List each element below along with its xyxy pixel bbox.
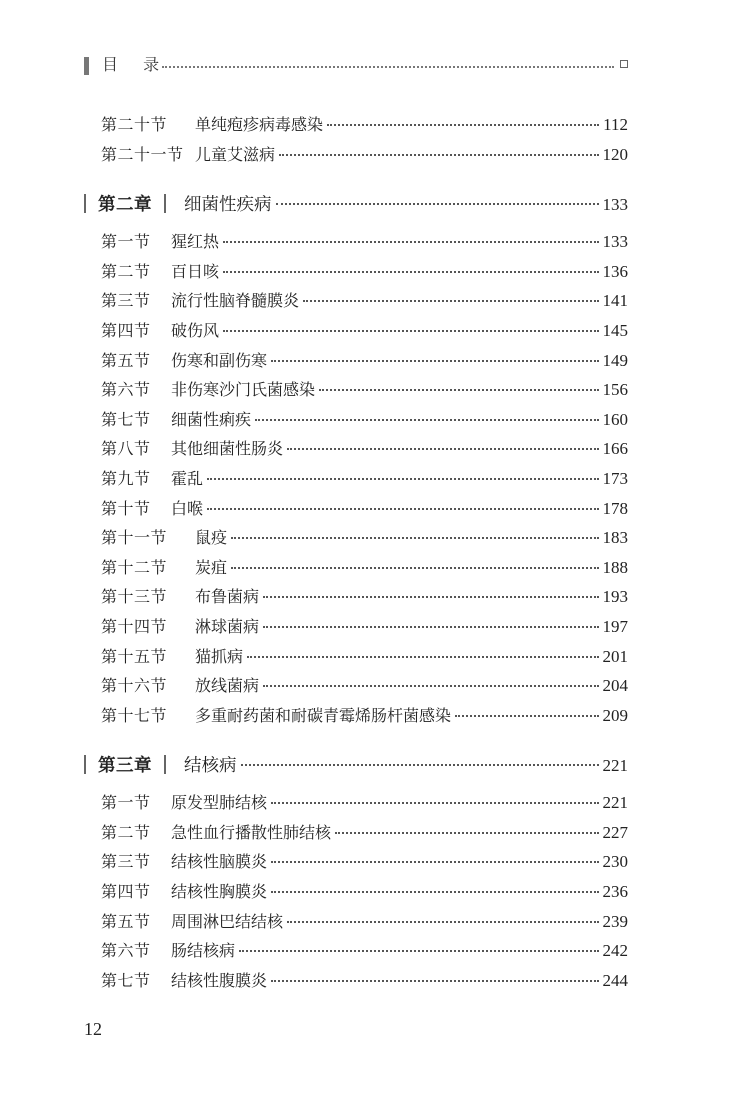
page-ref: 145 <box>602 320 628 340</box>
toc-entry[interactable] <box>84 877 628 907</box>
page-ref: 221 <box>602 793 628 813</box>
dot-leader <box>279 154 598 156</box>
section-number: 第一节 <box>101 232 151 252</box>
header-square-ornament <box>620 60 628 68</box>
chapter-spacer <box>84 169 628 183</box>
toc-entry[interactable] <box>84 642 628 672</box>
dot-leader <box>287 448 598 450</box>
section-number: 第六节 <box>101 941 151 961</box>
page-ref: 188 <box>602 557 628 577</box>
section-number: 第十四节 <box>101 616 168 636</box>
section-number: 第五节 <box>101 350 151 370</box>
toc-entry[interactable] <box>84 434 628 464</box>
page-ref: 227 <box>602 822 628 842</box>
section-title: 放线菌病 <box>195 676 260 696</box>
page-ref: 136 <box>602 261 628 281</box>
dot-leader <box>207 478 598 480</box>
dot-leader <box>287 921 598 923</box>
dot-leader <box>271 861 598 863</box>
section-number: 第三节 <box>101 852 151 872</box>
section-title: 单纯疱疹病毒感染 <box>195 115 324 134</box>
page-ref: 173 <box>602 468 628 488</box>
page-ref: 193 <box>602 587 628 607</box>
toc-entry[interactable] <box>84 582 628 612</box>
dot-leader <box>319 389 598 391</box>
section-number: 第七节 <box>101 970 151 990</box>
section-title: 流行性脑脊髓膜炎 <box>171 291 300 311</box>
dot-leader <box>223 330 598 332</box>
chapter-heading[interactable] <box>84 744 628 788</box>
toc-entry[interactable] <box>84 523 628 553</box>
dot-leader <box>263 685 598 687</box>
page-ref: 242 <box>602 941 628 961</box>
toc-entry[interactable] <box>84 375 628 405</box>
dot-leader <box>455 715 598 717</box>
toc-entry[interactable] <box>84 494 628 524</box>
section-title: 猩红热 <box>171 232 220 252</box>
chapter-bar-left <box>84 755 86 774</box>
page-ref: 178 <box>602 498 628 518</box>
section-title: 肠结核病 <box>171 941 236 961</box>
section-number: 第二节 <box>101 261 151 281</box>
section-number: 第三节 <box>101 291 151 311</box>
dot-leader <box>271 980 598 982</box>
toc-entry[interactable] <box>84 701 628 731</box>
section-number: 第十二节 <box>101 557 168 577</box>
section-number: 第四节 <box>101 320 151 340</box>
chapter-title: 结核病 <box>184 756 237 777</box>
toc-entry[interactable] <box>84 316 628 346</box>
running-header <box>84 54 628 80</box>
section-title: 霍乱 <box>171 468 204 488</box>
toc-entry[interactable] <box>84 847 628 877</box>
dot-leader <box>327 124 599 126</box>
section-title: 结核性胸膜炎 <box>171 882 268 902</box>
toc-entry[interactable] <box>84 110 628 140</box>
section-title: 结核性腹膜炎 <box>171 970 268 990</box>
page-ref: 221 <box>602 756 628 776</box>
chapter-bar-right <box>164 194 166 213</box>
chapter-number: 第二章 <box>98 195 152 216</box>
dot-leader <box>276 203 599 205</box>
table-of-contents <box>84 110 628 995</box>
page-ref: 204 <box>602 676 628 696</box>
section-number: 第十五节 <box>101 646 168 666</box>
section-title: 炭疽 <box>195 557 228 577</box>
section-number: 第六节 <box>101 380 151 400</box>
page-ref: 120 <box>602 144 628 164</box>
toc-entry[interactable] <box>84 405 628 435</box>
section-number: 第十六节 <box>101 676 168 696</box>
dot-leader <box>263 596 598 598</box>
toc-entry[interactable] <box>84 227 628 257</box>
dot-leader <box>207 508 598 510</box>
header-dotted-rule <box>162 66 614 68</box>
section-title: 细菌性痢疾 <box>171 409 252 429</box>
chapter-bar-right <box>164 755 166 774</box>
section-title: 其他细菌性肠炎 <box>171 439 284 459</box>
toc-entry[interactable] <box>84 140 628 170</box>
header-bar <box>84 57 89 75</box>
section-number: 第十三节 <box>101 587 168 607</box>
dot-leader <box>223 241 598 243</box>
dot-leader <box>271 891 598 893</box>
dot-leader <box>271 802 598 804</box>
dot-leader <box>335 832 598 834</box>
toc-entry[interactable] <box>84 671 628 701</box>
toc-entry[interactable] <box>84 346 628 376</box>
section-title: 原发型肺结核 <box>171 793 268 813</box>
section-title: 淋球菌病 <box>195 616 260 636</box>
section-number: 第二节 <box>101 822 151 842</box>
page-ref: 141 <box>602 291 628 311</box>
page-ref: 112 <box>603 115 628 134</box>
toc-entry[interactable] <box>84 464 628 494</box>
section-number: 第九节 <box>101 468 151 488</box>
section-title: 周围淋巴结结核 <box>171 911 284 931</box>
toc-entry[interactable] <box>84 612 628 642</box>
toc-entry[interactable] <box>84 936 628 966</box>
section-number: 第七节 <box>101 409 151 429</box>
page-ref: 244 <box>602 970 628 990</box>
section-title: 鼠疫 <box>195 528 228 548</box>
page-ref: 133 <box>602 195 628 215</box>
toc-entry[interactable] <box>84 553 628 583</box>
section-title: 猫抓病 <box>195 646 244 666</box>
section-number: 第十七节 <box>101 705 168 725</box>
section-number: 第二十节 <box>101 115 168 134</box>
page-ref: 236 <box>602 882 628 902</box>
dot-leader <box>239 950 598 952</box>
toc-entry[interactable] <box>84 818 628 848</box>
page-ref: 209 <box>602 705 628 725</box>
section-title: 急性血行播散性肺结核 <box>171 822 332 842</box>
section-number: 第二十一节 <box>101 144 184 164</box>
page-ref: 156 <box>602 380 628 400</box>
section-number: 第五节 <box>101 911 151 931</box>
section-title: 结核性脑膜炎 <box>171 852 268 872</box>
section-title: 儿童艾滋病 <box>195 144 276 164</box>
section-number: 第四节 <box>101 882 151 902</box>
dot-leader <box>241 764 599 766</box>
section-title: 多重耐药菌和耐碳青霉烯肠杆菌感染 <box>195 705 452 725</box>
dot-leader <box>247 656 598 658</box>
page-ref: 197 <box>602 616 628 636</box>
section-title: 非伤寒沙门氏菌感染 <box>171 380 316 400</box>
page-ref: 149 <box>602 350 628 370</box>
page-ref: 133 <box>602 232 628 252</box>
section-title: 破伤风 <box>171 320 220 340</box>
page-ref: 239 <box>602 911 628 931</box>
page-ref: 183 <box>602 528 628 548</box>
page-ref: 166 <box>602 439 628 459</box>
toc-entry[interactable] <box>84 257 628 287</box>
dot-leader <box>231 567 598 569</box>
dot-leader <box>263 626 598 628</box>
chapter-spacer <box>84 730 628 744</box>
toc-entry[interactable] <box>84 788 628 818</box>
dot-leader <box>223 271 598 273</box>
chapter-title: 细菌性疾病 <box>184 195 272 216</box>
chapter-number: 第三章 <box>98 756 152 777</box>
page-ref: 201 <box>602 646 628 666</box>
toc-entry[interactable] <box>84 966 628 996</box>
section-title: 布鲁菌病 <box>195 587 260 607</box>
dot-leader <box>231 537 598 539</box>
chapter-bar-left <box>84 194 86 213</box>
page-ref: 230 <box>602 852 628 872</box>
section-number: 第十一节 <box>101 528 168 548</box>
section-title: 白喉 <box>171 498 204 518</box>
section-number: 第十节 <box>101 498 151 518</box>
chapter-heading[interactable] <box>84 183 628 227</box>
page-ref: 160 <box>602 409 628 429</box>
toc-entry[interactable] <box>84 907 628 937</box>
dot-leader <box>271 360 598 362</box>
section-number: 第一节 <box>101 793 151 813</box>
header-title: 目 录 <box>102 55 170 74</box>
section-number: 第八节 <box>101 439 151 459</box>
toc-entry[interactable] <box>84 286 628 316</box>
dot-leader <box>255 419 598 421</box>
section-title: 百日咳 <box>171 261 220 281</box>
page-number: 12 <box>84 1019 102 1039</box>
section-title: 伤寒和副伤寒 <box>171 350 268 370</box>
dot-leader <box>303 300 598 302</box>
